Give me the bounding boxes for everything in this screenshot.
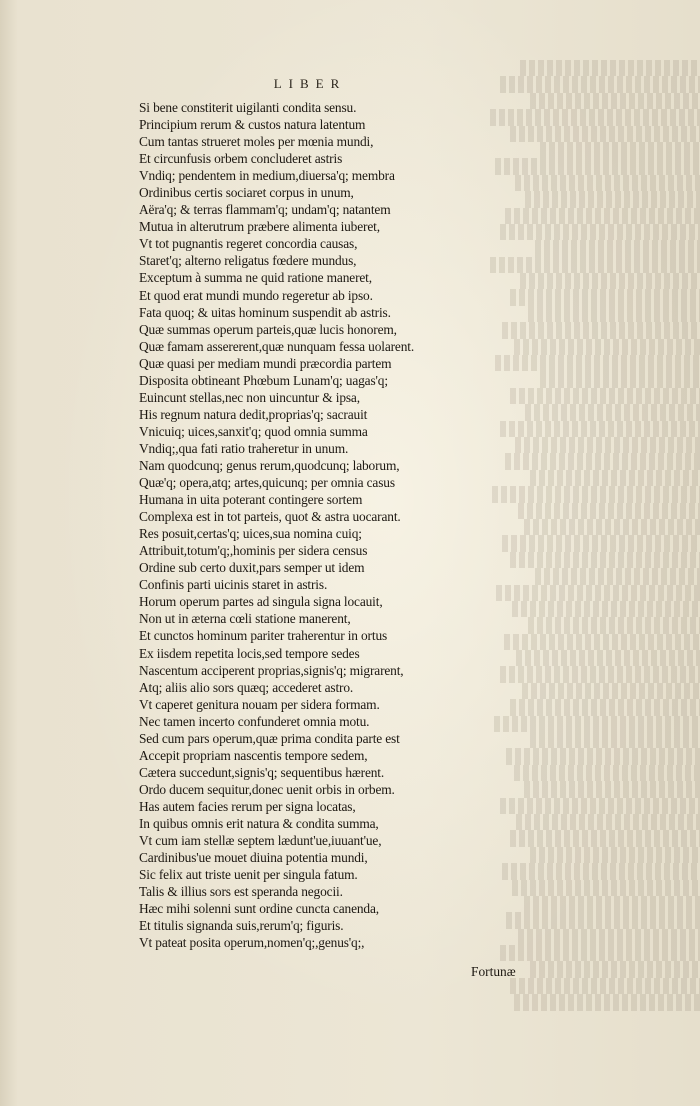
verse-line: Nascentum acciperent proprias,signis'q; migrarent,: [139, 662, 404, 678]
verse-line: Attribuit,totum'q;,hominis per sidera census: [139, 543, 368, 559]
verse-line: Et quod erat mundi mundo regeretur ab ipso.: [139, 287, 373, 303]
verse-line: Talis & illius sors est speranda negocii.: [139, 884, 343, 900]
verse-line: Et circunfusis orbem concluderet astris: [139, 151, 343, 167]
verse-line: Quæ summas operum parteis,quæ lucis honorem,: [139, 321, 397, 337]
verse-line: Quæ quasi per mediam mundi præcordia partem: [139, 355, 392, 371]
verse-line: Principium rerum & custos natura latentum: [139, 117, 366, 133]
verse-line: Nec tamen incerto confunderet omnia motu.: [139, 713, 370, 729]
verse-line: His regnum natura dedit,proprias'q; sacrauit: [139, 406, 368, 422]
verse-line: Res posuit,certas'q; uices,sua nomina cuiq;: [139, 526, 362, 542]
running-head: LIBER: [273, 76, 347, 91]
verse-line: Cum tantas strueret moles per mœnia mundi,: [139, 134, 374, 150]
verse-line: Disposita obtineant Phœbum Lunam'q; uagas'q;: [139, 372, 388, 388]
show-through-text: [470, 60, 700, 1020]
verse-text: [139, 99, 479, 951]
verse-line: Ordinibus certis sociaret corpus in unum,: [139, 185, 354, 201]
verse-line: Euincunt stellas,nec non uincuntur & ipsa,: [139, 389, 360, 405]
verse-line: Confinis parti uicinis staret in astris.: [139, 577, 328, 593]
verse-line: Et cunctos hominum pariter traherentur in ortus: [139, 628, 388, 644]
verse-line: Vt caperet genitura nouam per sidera formam.: [139, 696, 380, 712]
verse-line: Sed cum pars operum,quæ prima condita parte est: [139, 730, 400, 746]
verse-line: Quæ famam assererent,quæ nunquam fessa uolarent.: [139, 338, 415, 354]
verse-line: Horum operum partes ad singula signa locauit,: [139, 594, 383, 610]
verse-line: Fata quoq; & uitas hominum suspendit ab astris.: [139, 304, 391, 320]
verse-line: Vt tot pugnantis regeret concordia causas,: [139, 236, 358, 252]
verse-line: Ordo ducem sequitur,donec uenit orbis in orbem.: [139, 781, 395, 797]
verse-line: Mutua in alterutrum præbere alimenta iuberet,: [139, 219, 380, 235]
verse-line: Nam quodcunq; genus rerum,quodcunq; laborum,: [139, 457, 400, 473]
verse-line: Atq; aliis alio sors quæq; accederet astro.: [139, 679, 354, 695]
verse-line: Vt pateat posita operum,nomen'q;,genus'q;,: [139, 935, 365, 951]
verse-line: Staret'q; alterno religatus fœdere mundus,: [139, 253, 357, 269]
catchword: Fortunæ: [471, 964, 516, 979]
verse-line: Quæ'q; opera,atq; artes,quicunq; per omnia casus: [139, 475, 395, 491]
verse-line: Et titulis signanda suis,rerum'q; figuris.: [139, 918, 344, 934]
verse-line: Sic felix aut triste uenit per singula fatum.: [139, 867, 358, 883]
verse-line: Humana in uita poterant contingere sortem: [139, 492, 363, 508]
verse-line: Complexa est in tot parteis, quot & astra uocarant.: [139, 509, 401, 525]
verse-line: Cætera succedunt,signis'q; sequentibus hærent.: [139, 764, 385, 780]
verse-line: Non ut in æterna cœli statione manerent,: [139, 611, 351, 627]
verse-line: Has autem facies rerum per signa locatas,: [139, 798, 356, 814]
verse-line: Exceptum à summa ne quid ratione maneret,: [139, 270, 372, 286]
verse-line: Aëra'q; & terras flammam'q; undam'q; natantem: [139, 202, 391, 218]
verse-line: Vnicuiq; uices,sanxit'q; quod omnia summa: [139, 423, 368, 439]
verse-line: Vt cum iam stellæ septem lædunt'ue,iuuant'ue,: [139, 833, 382, 849]
verse-line: Hæc mihi solenni sunt ordine cuncta canenda,: [139, 901, 379, 917]
verse-line: In quibus omnis erit natura & condita summa,: [139, 815, 379, 831]
verse-line: Vndiq;,qua fati ratio traheretur in unum.: [139, 440, 349, 456]
verse-line: Ordine sub certo duxit,pars semper ut idem: [139, 560, 365, 576]
verse-line: Cardinibus'ue mouet diuina potentia mundi,: [139, 850, 368, 866]
verse-line: Accepit propriam nascentis tempore sedem,: [139, 747, 368, 763]
verse-line: Ex iisdem repetita locis,sed tempore sedes: [139, 645, 360, 661]
verse-line: Vndiq; pendentem in medium,diuersa'q; membra: [139, 168, 395, 184]
verse-line: Si bene constiterit uigilanti condita sensu.: [139, 100, 357, 115]
